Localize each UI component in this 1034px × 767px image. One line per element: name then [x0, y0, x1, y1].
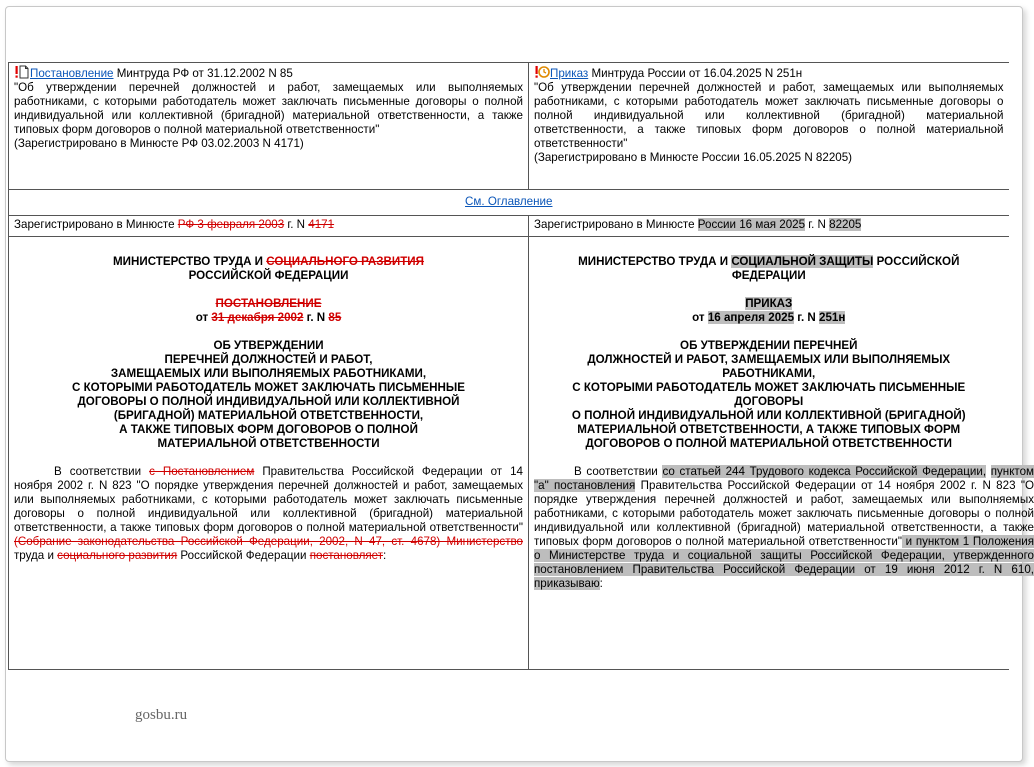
right-reg-number-added: 82205 — [829, 218, 862, 231]
left-act-date: от 31 декабря 2002 г. N 85 — [195, 311, 342, 324]
content-row — [9, 216, 1009, 670]
right-act-date: от 16 апреля 2025 г. N 251н — [692, 311, 846, 324]
right-act-title: ОБ УТВЕРЖДЕНИИ ПЕРЕЧНЕЙ ДОЛЖНОСТЕЙ И РАБОТ, ЗАМЕЩАЕМЫХ ИЛИ ВЫПОЛНЯЕМЫХ РАБОТНИКАМИ, С КОТОРЫМИ РАБОТОДАТЕЛЬ МОЖЕТ ЗАКЛЮЧАТЬ ПИСЬМЕННЫЕ ДОГОВОРЫ О ПОЛНОЙ ИНДИВИДУАЛЬНОЙ ИЛИ КОЛЛЕКТИВНОЙ (БРИГАДНОЙ) МАТЕРИАЛЬНОЙ ОТВЕТСТВЕННОСТИ, А ТАКЖЕ ТИПОВЫХ ФОРМ ДОГОВОРОВ О ПОЛНОЙ МАТЕРИАЛЬНОЙ ОТВЕТСТВЕННОСТИ — [571, 339, 966, 450]
left-reg-number-removed: 4171 — [308, 218, 335, 231]
right-preamble-paragraph: В соответствии со статьей 244 Трудового кодекса Российской Федерации, пунктом "а" постановления Правительства Российской Федерации от 14 ноября 2002 г. N 823 "О порядке утверждения перечней должностей и работ, замещаемых или выполняемых работниками, с которыми работодатель может заключать письменные договоры о полной индивидуальной или коллективной (бригадной) материальной ответственности, а также типовых форм договоров о полной материальной ответственности" и пунктом 1 Положения о Министерстве труда и социальной защиты Российской Федерации, утвержденного постановлением Правительства Российской Федерации от 19 июня 2012 г. N 610, приказываю: — [534, 465, 1034, 590]
right-act-type: ПРИКАЗ — [745, 297, 793, 310]
left-reg-removed: РФ 3 февраля 2003 — [177, 218, 285, 231]
header-row — [9, 63, 1009, 190]
left-ministry-title: МИНИСТЕРСТВО ТРУДА И СОЦИАЛЬНОГО РАЗВИТИЯ РОССИЙСКОЙ ФЕДЕРАЦИИ — [113, 255, 424, 282]
right-header-registration: (Зарегистрировано в Минюсте России 16.05.2025 N 82205) — [534, 151, 853, 164]
right-header-cell — [529, 63, 1009, 190]
left-content-cell — [9, 216, 529, 670]
toc-link[interactable]: См. Оглавление — [465, 195, 553, 208]
toc-cell — [9, 190, 1009, 216]
left-preamble-paragraph: В соответствии с Постановлением Правительства Российской Федерации от 14 ноября 2002 г. N 823 "О порядке утверждения перечней должностей и работ, замещаемых или выполняемых работниками, с которыми работодатель может заключать письменные договоры о полной индивидуальной или коллективной (бригадной) материальной ответственности, а также типовых форм договоров о полной материальной ответственности" (Собрание законодательства Российской Федерации, 2002, N 47, ст. 4678) Министерство труда и социального развития Российской Федерации постановляет: — [14, 465, 523, 562]
right-registration-line: Зарегистрировано в Минюсте России 16 мая 2025 г. N 82205 — [529, 216, 1009, 237]
right-reg-added: России 16 мая 2025 — [697, 218, 806, 231]
right-ministry-title: МИНИСТЕРСТВО ТРУДА И СОЦИАЛЬНОЙ ЗАЩИТЫ РОССИЙСКОЙ ФЕДЕРАЦИИ — [578, 255, 960, 282]
left-header-cell — [9, 63, 529, 190]
left-registration-line: Зарегистрировано в Минюсте РФ 3 февраля 2003 г. N 4171 — [9, 216, 528, 237]
right-header-quote: "Об утверждении перечней должностей и работ, замещаемых или выполняемых работниками, с которыми работодатель может заключать письменные договоры о полной индивидуальной или коллективной (бригадной) материальной ответственности, а также типовых форм договоров о полной материальной ответственности" — [534, 81, 1004, 150]
left-act-title: ОБ УТВЕРЖДЕНИИ ПЕРЕЧНЕЙ ДОЛЖНОСТЕЙ И РАБОТ, ЗАМЕЩАЕМЫХ ИЛИ ВЫПОЛНЯЕМЫХ РАБОТНИКАМИ, С КОТОРЫМИ РАБОТОДАТЕЛЬ МОЖЕТ ЗАКЛЮЧАТЬ ПИСЬМЕННЫЕ ДОГОВОРЫ О ПОЛНОЙ ИНДИВИДУАЛЬНОЙ ИЛИ КОЛЛЕКТИВНОЙ (БРИГАДНОЙ) МАТЕРИАЛЬНОЙ ОТВЕТСТВЕННОСТИ, А ТАКЖЕ ТИПОВЫХ ФОРМ ДОГОВОРОВ О ПОЛНОЙ МАТЕРИАЛЬНОЙ ОТВЕТСТВЕННОСТИ — [71, 339, 465, 450]
comparison-table — [8, 62, 1034, 670]
left-header-title: Минтруда РФ от 31.12.2002 N 85 — [113, 67, 293, 80]
left-header-registration: (Зарегистрировано в Минюсте РФ 03.02.2003 N 4171) — [14, 137, 304, 150]
right-content-cell — [529, 216, 1034, 670]
right-header-title: Минтруда России от 16.04.2025 N 251н — [588, 67, 803, 80]
comparison-document — [8, 62, 1034, 684]
right-document-link[interactable]: Приказ — [550, 67, 589, 80]
left-header-quote: "Об утверждении перечней должностей и работ, замещаемых или выполняемых работниками, с которыми работодатель может заключать письменные договоры о полной индивидуальной или коллективной (бригадной) материальной ответственности, а также типовых форм договоров о полной материальной ответственности" — [14, 81, 523, 136]
document-warning-icon — [14, 65, 30, 79]
left-document-link[interactable]: Постановление — [30, 67, 114, 80]
footer-source: gosbu.ru — [135, 707, 188, 723]
left-act-type: ПОСТАНОВЛЕНИЕ — [215, 297, 322, 310]
clock-warning-icon — [534, 65, 550, 79]
toc-row — [9, 190, 1009, 216]
